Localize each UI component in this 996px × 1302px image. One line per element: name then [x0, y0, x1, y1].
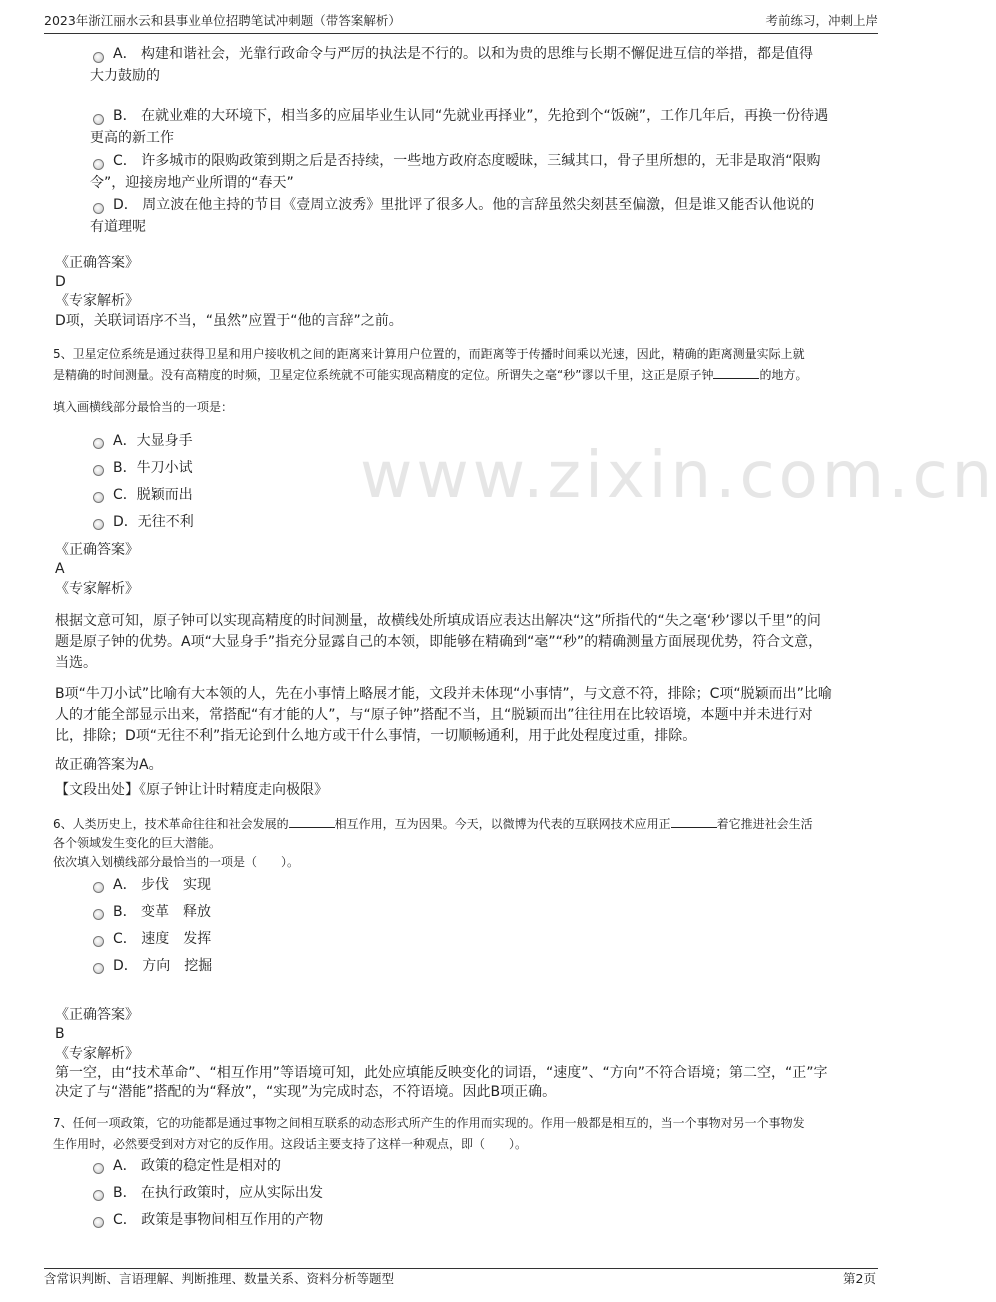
- source-citation: 【文段出处】《原子钟让计时精度走向极限》: [55, 782, 328, 798]
- option-b-radio[interactable]: [93, 114, 104, 125]
- option-c-text: C． 速度 发挥: [113, 931, 212, 947]
- question-5-text-cont: [53, 366, 807, 384]
- footer-rule: [44, 1268, 878, 1269]
- option-d-text-cont: 有道理呢: [90, 219, 146, 235]
- answer-value: D: [55, 274, 66, 290]
- option-b-text: B． 变革 释放: [113, 904, 212, 920]
- answer-blank: [671, 815, 717, 828]
- answer-value: A: [55, 561, 65, 577]
- question-5-text: 5、卫星定位系统是通过获得卫星和用户接收机之间的距离来计算用户位置的，而距离等于传播时间乘以光速，因此，精确的距离测量实际上就: [53, 347, 805, 361]
- option-c-radio[interactable]: [93, 159, 104, 170]
- analysis-text: 当选。: [55, 655, 97, 671]
- analysis-label: 《专家解析》: [55, 293, 139, 309]
- text: 的地方。: [759, 368, 808, 382]
- answer-value: B: [55, 1026, 65, 1042]
- text: 是精确的时间测量。没有高精度的时频，卫星定位系统就不可能实现高精度的定位。所谓失之毫“秒”谬以千里，这正是原子钟: [53, 368, 714, 382]
- text: 相互作用，互为因果。今天，以微博为代表的互联网技术应用正: [334, 817, 671, 831]
- header-slogan: 考前练习，冲刺上岸: [765, 13, 878, 28]
- option-a-radio[interactable]: [93, 438, 104, 449]
- option-a-radio[interactable]: [93, 882, 104, 893]
- analysis-text: B项“牛刀小试”比喻有大本领的人，先在小事情上略展才能，文段并未体现“小事情”，与文意不符，排除；C项“脱颖而出”比喻: [55, 686, 832, 702]
- option-c-text: C． 政策是事物间相互作用的产物: [113, 1212, 324, 1228]
- option-d-text: D．无往不利: [113, 514, 194, 530]
- analysis-conclusion: 故正确答案为A。: [55, 757, 163, 773]
- document-title: 2023年浙江丽水云和县事业单位招聘笔试冲刺题（带答案解析）: [44, 13, 401, 28]
- option-d-text: D． 周立波在他主持的节目《壹周立波秀》里批评了很多人。他的言辞虽然尖刻甚至偏激，但是谁又能否认他说的: [113, 197, 815, 213]
- question-7-text: 7、任何一项政策，它的功能都是通过事物之间相互联系的动态形式所产生的作用而实现的。作用一般都是相互的，当一个事物对另一个事物发: [53, 1116, 805, 1130]
- text: 6、人类历史上，技术革命往往和社会发展的: [53, 817, 289, 831]
- option-c-text-cont: 令”，迎接房地产业所谓的“春天”: [90, 175, 294, 191]
- page-number: 第2页: [843, 1271, 876, 1286]
- option-b-radio[interactable]: [93, 909, 104, 920]
- option-b-text: B． 在就业难的大环境下，相当多的应届毕业生认同“先就业再择业”，先抢到个“饭碗”，工作几年后，再换一份待遇: [113, 108, 829, 124]
- analysis-text: 人的才能全部显示出来，常搭配“有才能的人”，与“原子钟”搭配不当，且“脱颖而出”往往用在比较语境，本题中并未进行对: [55, 707, 813, 723]
- answer-blank: [713, 366, 759, 379]
- question-5-prompt: 填入画横线部分最恰当的一项是：: [53, 400, 234, 414]
- watermark: www.zixin.com.cn: [360, 439, 996, 513]
- analysis-text: 根据文意可知，原子钟可以实现高精度的时间测量，故横线处所填成语应表达出解决“这”所指代的“失之毫‘秒’谬以千里”的问: [55, 613, 821, 629]
- answer-label: 《正确答案》: [55, 1007, 139, 1023]
- option-d-text: D． 方向 挖掘: [113, 958, 213, 974]
- option-a-text: A． 政策的稳定性是相对的: [113, 1158, 282, 1174]
- analysis-label: 《专家解析》: [55, 581, 139, 597]
- header-rule: [44, 33, 878, 34]
- option-d-radio[interactable]: [93, 519, 104, 530]
- question-6-prompt: 依次填入划横线部分最恰当的一项是（ ）。: [53, 855, 300, 869]
- question-6-text-cont: 各个领域发生变化的巨大潜能。: [53, 836, 222, 850]
- text: 着它推进社会生活: [716, 817, 813, 831]
- option-a-text: A． 步伐 实现: [113, 877, 212, 893]
- answer-label: 《正确答案》: [55, 255, 139, 271]
- analysis-label: 《专家解析》: [55, 1046, 139, 1062]
- answer-label: 《正确答案》: [55, 542, 139, 558]
- option-b-text: B．牛刀小试: [113, 460, 193, 476]
- option-c-radio[interactable]: [93, 936, 104, 947]
- analysis-text: 决定了与“潜能”搭配的为“释放”，“实现”为完成时态，不符语境。因此B项正确。: [55, 1084, 557, 1100]
- option-b-radio[interactable]: [93, 1190, 104, 1201]
- footer-text: 含常识判断、言语理解、判断推理、数量关系、资料分析等题型: [44, 1271, 395, 1286]
- option-a-text: A． 构建和谐社会，光靠行政命令与严厉的执法是不行的。以和为贵的思维与长期不懈促进互信的举措，都是值得: [113, 46, 814, 62]
- option-c-text: C． 许多城市的限购政策到期之后是否持续，一些地方政府态度暧昧，三缄其口，骨子里所想的，无非是取消“限购: [113, 153, 821, 169]
- option-a-radio[interactable]: [93, 52, 104, 63]
- option-b-text: B． 在执行政策时，应从实际出发: [113, 1185, 324, 1201]
- option-a-radio[interactable]: [93, 1163, 104, 1174]
- option-d-radio[interactable]: [93, 963, 104, 974]
- option-d-radio[interactable]: [93, 203, 104, 214]
- option-c-radio[interactable]: [93, 1217, 104, 1228]
- option-b-text-cont: 更高的新工作: [90, 130, 174, 146]
- answer-blank: [289, 815, 335, 828]
- analysis-text: 第一空，由“技术革命”、“相互作用”等语境可知，此处应填能反映变化的词语，“速度”、“方向”不符合语境；第二空，“正”字: [55, 1065, 828, 1081]
- question-6-text: [53, 815, 813, 833]
- analysis-text: 比，排除；D项“无往不利”指无论到什么地方或干什么事情，一切顺畅通利，用于此处程度过重，排除。: [55, 728, 697, 744]
- analysis-text: D项，关联词语序不当，“虽然”应置于“他的言辞”之前。: [55, 313, 403, 329]
- option-a-text: A．大显身手: [113, 433, 193, 449]
- option-c-radio[interactable]: [93, 492, 104, 503]
- question-7-text-cont: 生作用时，必然要受到对方对它的反作用。这段话主要支持了这样一种观点，即（ ）。: [53, 1137, 528, 1151]
- option-b-radio[interactable]: [93, 465, 104, 476]
- option-a-text-cont: 大力鼓励的: [90, 68, 160, 84]
- option-c-text: C．脱颖而出: [113, 487, 193, 503]
- analysis-text: 题是原子钟的优势。A项“大显身手”指充分显露自己的本领，即能够在精确到“毫”“秒”的精确测量方面展现优势，符合文意，: [55, 634, 823, 650]
